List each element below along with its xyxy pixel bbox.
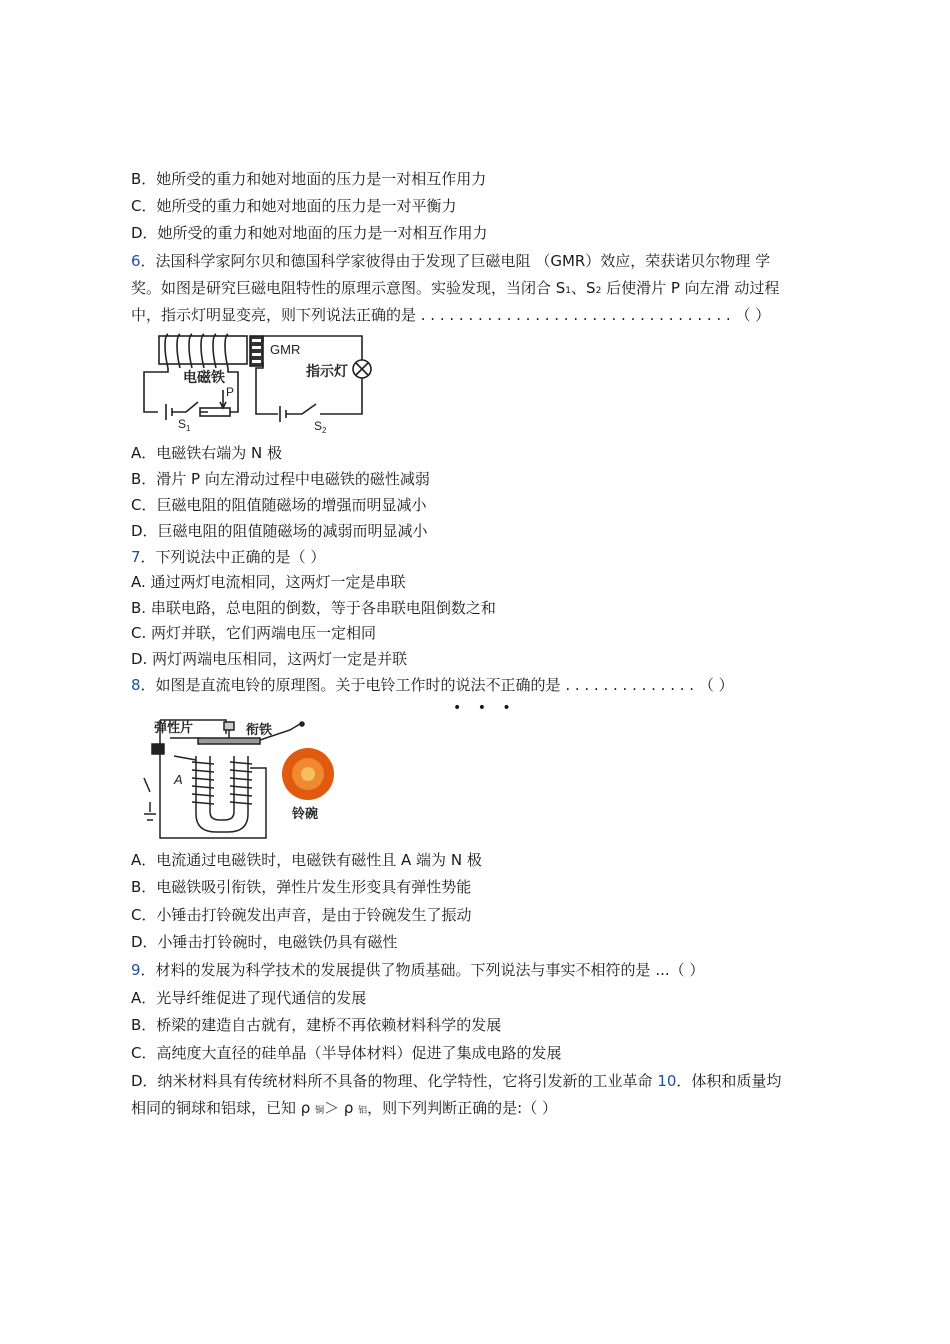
electromagnet-label: 电磁铁 bbox=[183, 369, 225, 385]
q6-stem-line-1: 6．法国科学家阿尔贝和德国科学家彼得由于发现了巨磁电阻 （GMR）效应，荣获诺贝尔物理 学 bbox=[131, 252, 771, 270]
q9-option-c: C．高纯度大直径的硅单晶（半导体材料）促进了集成电路的发展 bbox=[131, 1044, 562, 1062]
question-number: 10 bbox=[657, 1072, 677, 1090]
q6-option-c: C．巨磁电阻的阻值随磁场的增强而明显减小 bbox=[131, 496, 427, 514]
q6-option-b: B．滑片 P 向左滑动过程中电磁铁的磁性减弱 bbox=[131, 470, 430, 488]
q9-option-b: B．桥梁的建造自古就有，建桥不再依赖材料科学的发展 bbox=[131, 1016, 502, 1034]
q8-stem: 8．如图是直流电铃的原理图。关于电铃工作时的说法不正确的是 . . . . . . . . . . . . . . （ ） bbox=[131, 676, 734, 694]
question-number: 9 bbox=[131, 961, 141, 979]
q8-option-d: D．小锤击打铃碗时，电磁铁仍具有磁性 bbox=[131, 933, 398, 951]
q9-option-a: A．光导纤维促进了现代通信的发展 bbox=[131, 989, 367, 1007]
q10-stem-line-2: 相同的铜球和铝球，已知 ρ 铜＞ ρ 铝，则下列判断正确的是:（ ） bbox=[131, 1099, 557, 1117]
q7-option-d: D. 两灯两端电压相同，这两灯一定是并联 bbox=[131, 650, 408, 668]
battery-2 bbox=[280, 406, 286, 422]
q9-option-d-and-q10: D．纳米材料具有传统材料所不具备的物理、化学特性，它将引发新的工业革命 10．体积和质量均 bbox=[131, 1072, 782, 1090]
question-number: 8 bbox=[131, 676, 141, 694]
s2-label: $S_2$ bbox=[314, 419, 327, 434]
q7-stem: 7．下列说法中正确的是（ ） bbox=[131, 548, 326, 566]
emphasis-dots: • • • bbox=[453, 700, 517, 716]
question-number: 6 bbox=[131, 252, 141, 270]
q7-option-b: B. 串联电路，总电阻的倒数，等于各串联电阻倒数之和 bbox=[131, 599, 496, 617]
coil-windings bbox=[165, 334, 228, 368]
battery bbox=[144, 814, 156, 820]
q7-option-c: C. 两灯并联，它们两端电压一定相同 bbox=[131, 624, 377, 642]
end-a-label: A bbox=[174, 772, 183, 787]
gmr-circuit-diagram bbox=[138, 332, 388, 434]
spring-plate-label: 弹性片 bbox=[154, 720, 194, 735]
q8-option-a: A．电流通过电磁铁时，电磁铁有磁性且 A 端为 N 极 bbox=[131, 851, 482, 869]
question-number: 7 bbox=[131, 548, 141, 566]
q8-option-c: C．小锤击打铃碗发出声音，是由于铃碗发生了振动 bbox=[131, 906, 472, 924]
electric-bell-diagram bbox=[140, 716, 340, 844]
q5-option-d: D．她所受的重力和她对地面的压力是一对相互作用力 bbox=[131, 224, 488, 242]
q5-option-c: C．她所受的重力和她对地面的压力是一对平衡力 bbox=[131, 197, 457, 215]
battery-1 bbox=[166, 404, 172, 420]
gmr-label: GMR bbox=[270, 342, 301, 357]
bell-label: 铃碗 bbox=[292, 806, 319, 821]
q6-option-d: D．巨磁电阻的阻值随磁场的减弱而明显减小 bbox=[131, 522, 428, 540]
q6-option-a: A．电磁铁右端为 N 极 bbox=[131, 444, 283, 462]
q7-option-a: A. 通过两灯电流相同，这两灯一定是串联 bbox=[131, 573, 406, 591]
s1-label: $S_1$ bbox=[178, 417, 191, 433]
slider-p-label: P bbox=[226, 385, 235, 399]
q6-stem-line-3: 中，指示灯明显变亮，则下列说法正确的是 . . . . . . . . . . . . . . . . . . . . . . . . . . . . . . . . . （ ） bbox=[131, 306, 771, 324]
q6-stem-line-2: 奖。如图是研究巨磁电阻特性的原理示意图。实验发现，当闭合 S1、S2 后使滑片 P 向左滑 动过程 bbox=[131, 279, 780, 297]
lamp-label: 指示灯 bbox=[306, 363, 348, 379]
q9-stem: 9．材料的发展为科学技术的发展提供了物质基础。下列说法与事实不相符的是 ...（ ） bbox=[131, 961, 705, 979]
q8-option-b: B．电磁铁吸引衔铁，弹性片发生形变具有弹性势能 bbox=[131, 878, 472, 896]
armature-label: 衔铁 bbox=[246, 722, 273, 737]
q5-option-b: B．她所受的重力和她对地面的压力是一对相互作用力 bbox=[131, 170, 487, 188]
